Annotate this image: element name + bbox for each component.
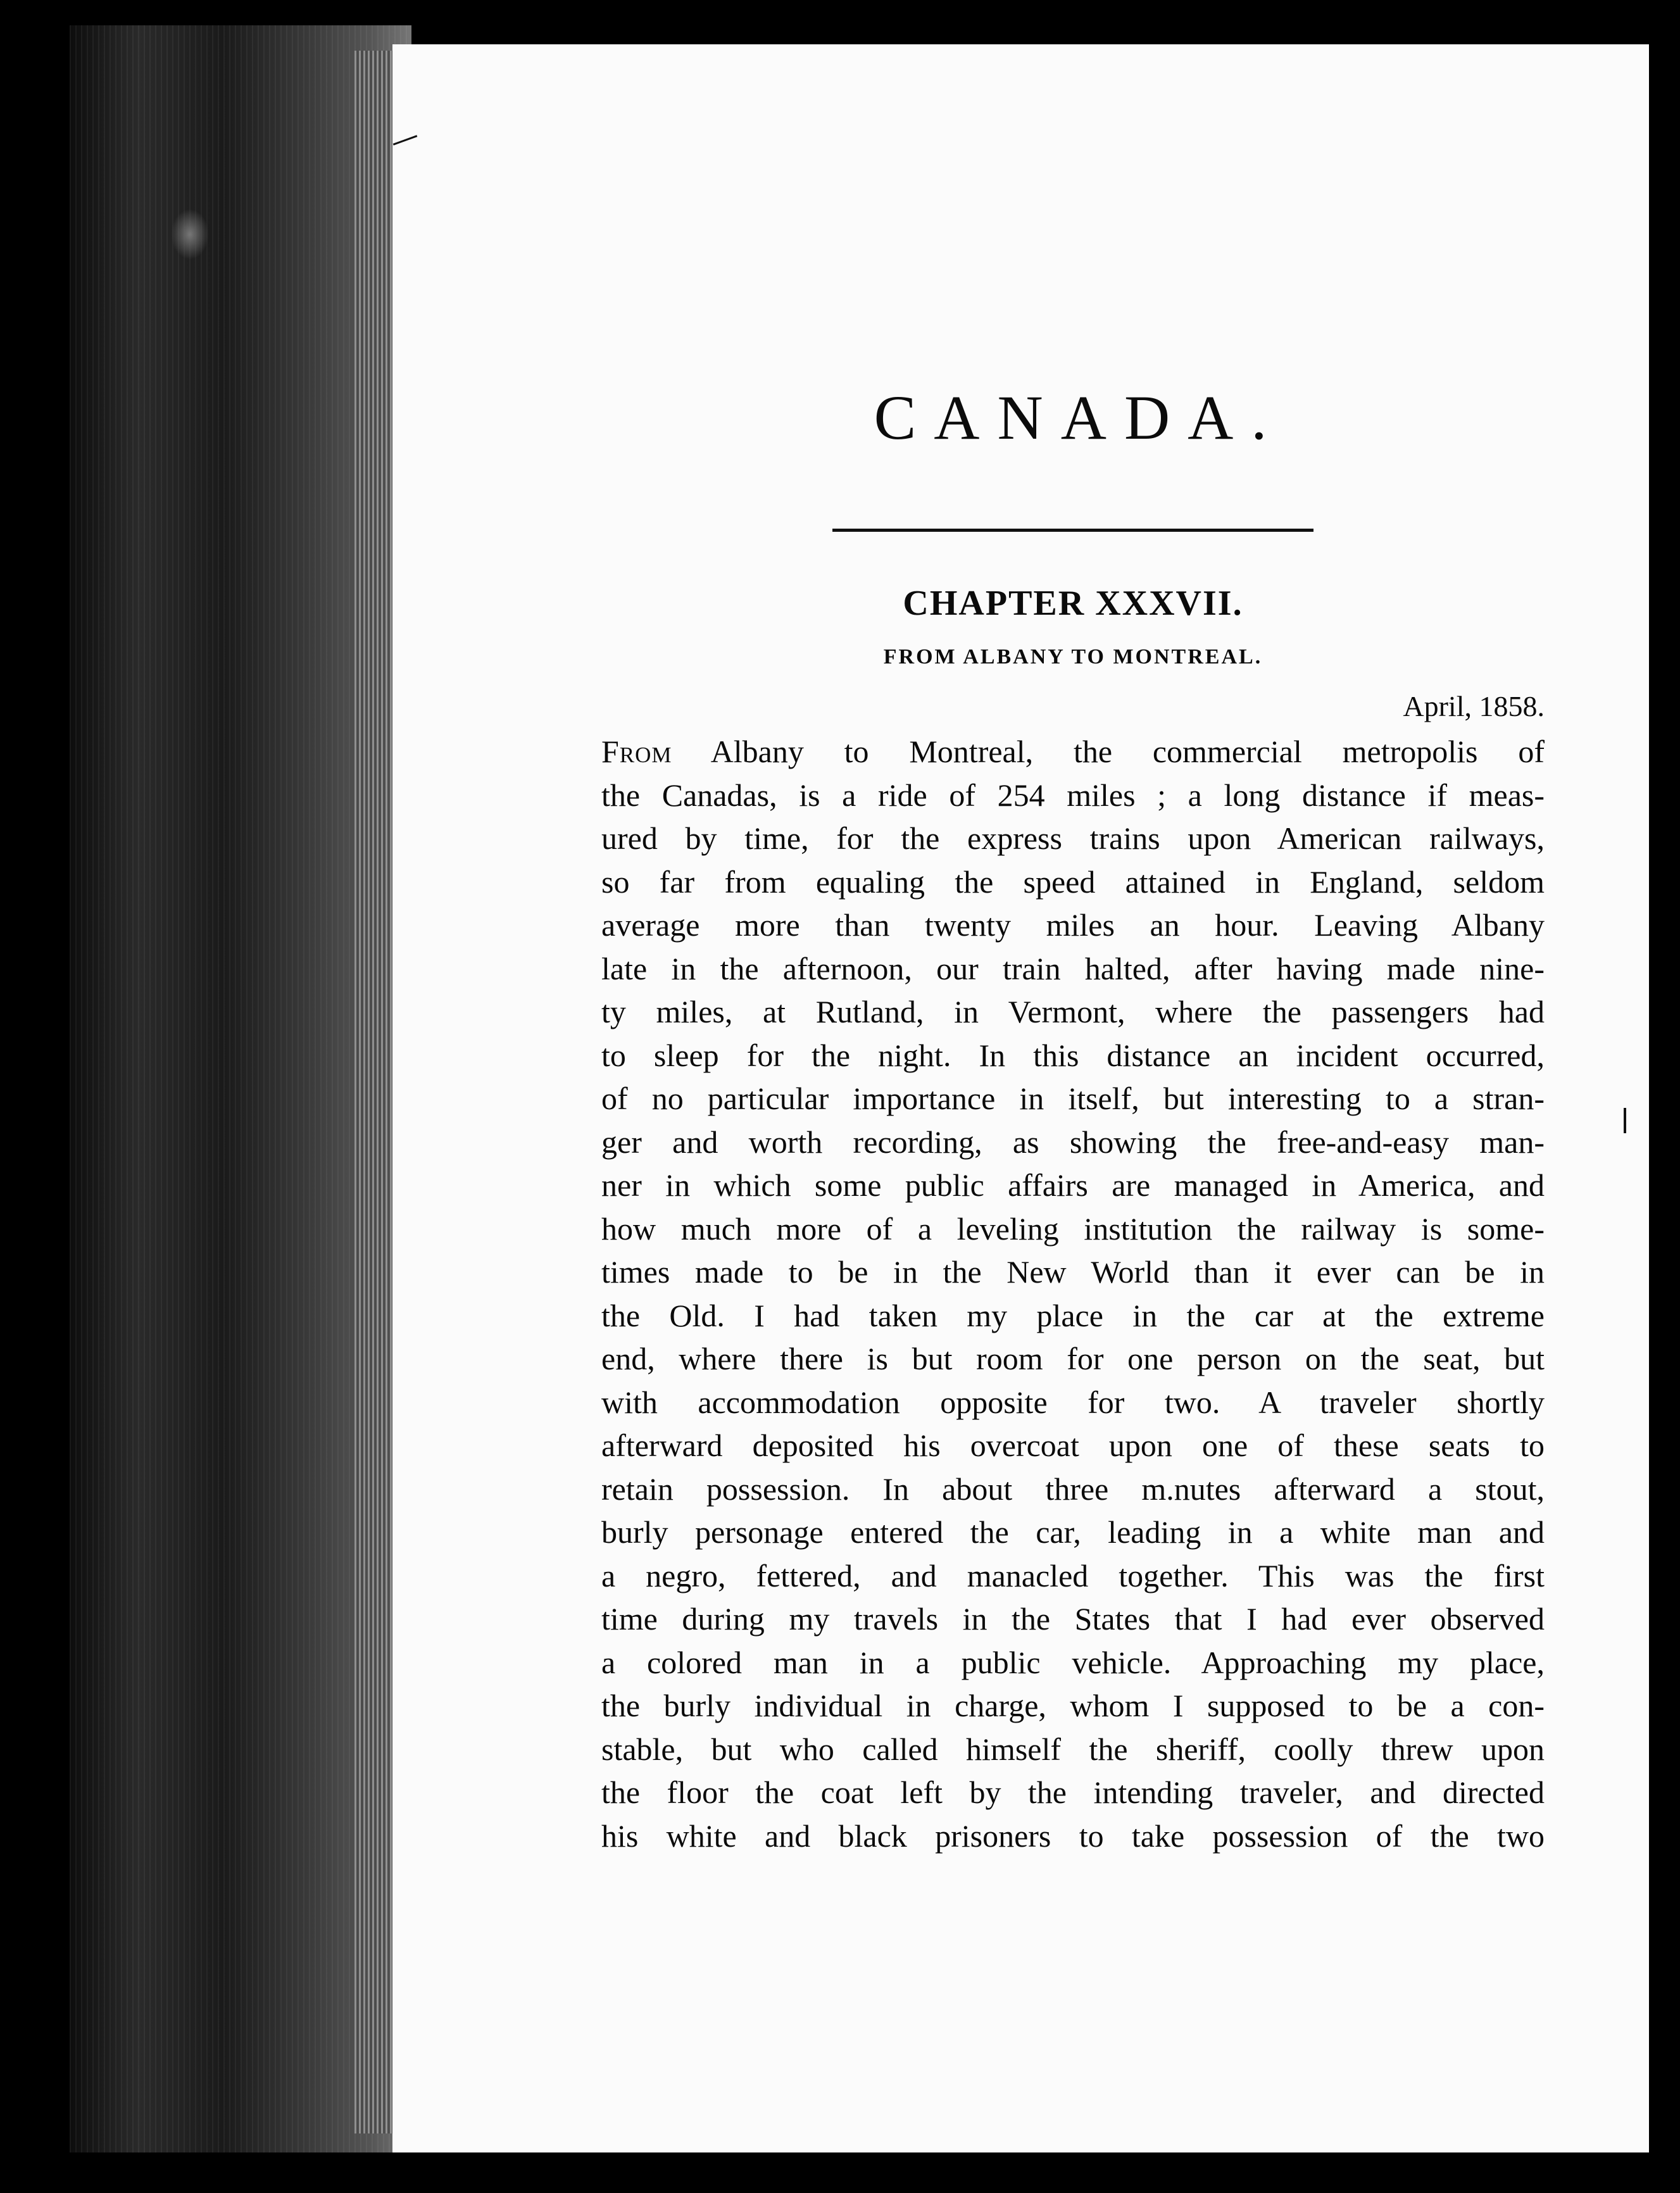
text-line: [601, 730, 1545, 774]
text-line: how much more of a leveling institution the railway is some-: [601, 1210, 1545, 1247]
text-line: the floor the coat left by the intending traveler, and directed: [601, 1775, 1545, 1810]
chapter-heading: CHAPTER XXXVII.: [903, 584, 1243, 623]
title-rule: [832, 529, 1313, 532]
text-line: a colored man in a public vehicle. Approaching my place,: [601, 1644, 1545, 1680]
text-line: his white and black prisoners to take possession of the two: [601, 1818, 1545, 1854]
text-line: afterward deposited his overcoat upon one of these seats to: [601, 1428, 1545, 1463]
spine-spot: [171, 209, 209, 260]
text-line: stable, but who called himself the sheriff, coolly threw upon: [601, 1731, 1545, 1767]
text-line: the burly individual in charge, whom I supposed to be a con-: [601, 1688, 1545, 1723]
text-line: burly personage entered the car, leading in a white man and: [601, 1514, 1545, 1550]
text-line: late in the afternoon, our train halted, after having made nine-: [601, 950, 1545, 986]
text-line: with accommodation opposite for two. A traveler shortly: [601, 1384, 1545, 1420]
text-line: the Canadas, is a ride of 254 miles ; a long distance if meas-: [601, 777, 1545, 813]
text-line: ger and worth recording, as showing the free-and-easy man-: [601, 1124, 1545, 1160]
scan-mark: [393, 135, 418, 145]
text-line: a negro, fettered, and manacled together. This was the first: [601, 1557, 1545, 1593]
text-line: time during my travels in the States that I had ever observed: [601, 1601, 1545, 1637]
text-line: end, where there is but room for one person on the seat, but: [601, 1341, 1545, 1376]
chapter-subheading: FROM ALBANY TO MONTREAL.: [883, 645, 1263, 669]
text-line: ured by time, for the express trains upon American railways,: [601, 820, 1545, 856]
text-line: to sleep for the night. In this distance an incident occurred,: [601, 1037, 1545, 1073]
body-text: [601, 730, 1545, 1857]
text-line: so far from equaling the speed attained in England, seldom: [601, 864, 1545, 900]
first-word: From: [601, 734, 672, 769]
text-line-content: Albany to Montreal, the commercial metropolis of: [672, 734, 1545, 769]
text-line: the Old. I had taken my place in the car at the extreme: [601, 1297, 1545, 1333]
text-line: average more than twenty miles an hour. Leaving Albany: [601, 907, 1545, 943]
text-line: ner in which some public affairs are managed in America, and: [601, 1167, 1545, 1203]
dateline: April, 1858.: [1403, 690, 1545, 722]
text-line: ty miles, at Rutland, in Vermont, where the passengers had: [601, 994, 1545, 1029]
book-page: [392, 44, 1649, 2152]
text-line: times made to be in the New World than it ever can be in: [601, 1254, 1545, 1290]
book-title: CANADA.: [874, 382, 1285, 453]
text-line: of no particular importance in itself, but interesting to a stran-: [601, 1081, 1545, 1116]
page-content: [601, 382, 1545, 1857]
text-line: retain possession. In about three m.nutes afterward a stout,: [601, 1471, 1545, 1507]
scan-mark: [1624, 1108, 1626, 1133]
